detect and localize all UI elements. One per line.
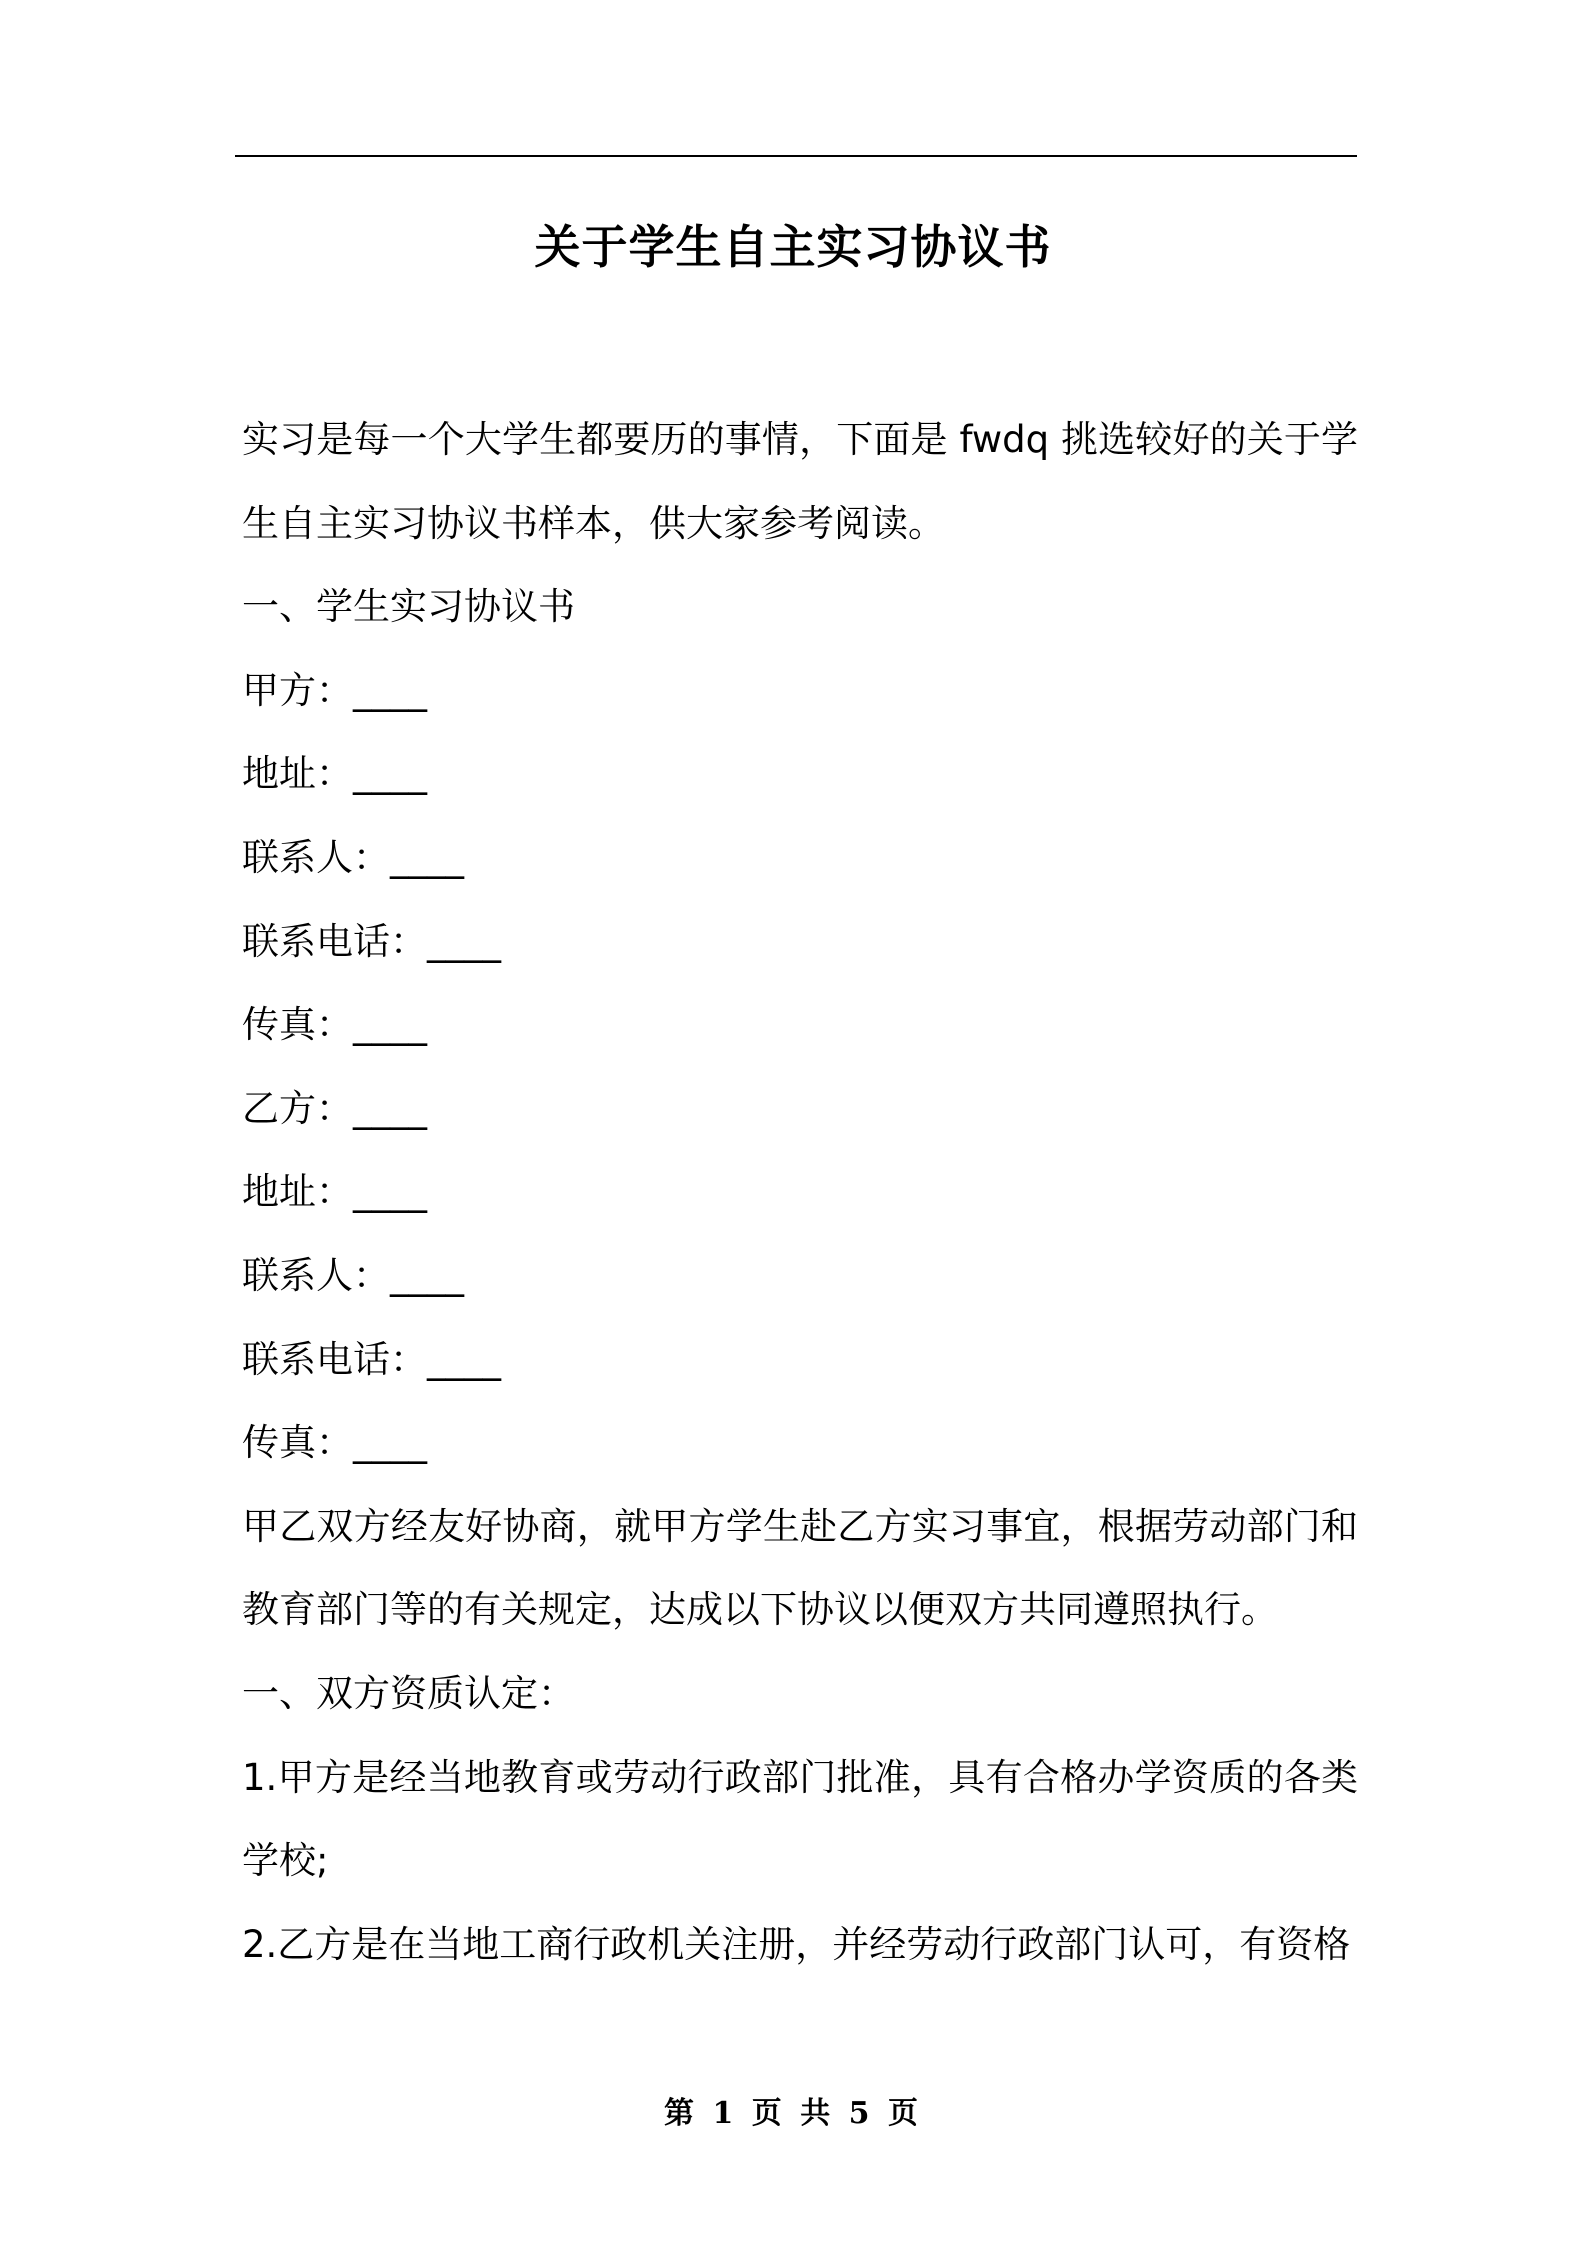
section-heading-qualification: 一、双方资质认定： (242, 1671, 575, 1715)
party-b-fax-field: 传真：____ (242, 1421, 427, 1465)
document-body (242, 398, 1358, 1986)
party-a-fax-field: 传真：____ (242, 1003, 427, 1047)
agreement-preamble: 甲乙双方经友好协商，就甲方学生赴乙方实习事宜，根据劳动部门和教育部门等的有关规定，达成以下协议以便双方共同遵照执行。 (242, 1504, 1358, 1632)
section-heading-agreement: 一、学生实习协议书 (242, 585, 575, 629)
clause-2: 2.乙方是在当地工商行政机关注册，并经劳动行政部门认可，有资格 (242, 1922, 1351, 1966)
party-b-contact-field: 联系人：____ (242, 1253, 464, 1297)
party-b-phone-field: 联系电话：____ (242, 1337, 501, 1381)
header-rule (235, 155, 1357, 157)
page-number-indicator: 第 1 页 共 5 页 (664, 2096, 922, 2131)
document-title: 关于学生自主实习协议书 (534, 220, 1052, 274)
party-a-phone-field: 联系电话：____ (242, 919, 501, 963)
party-b-field: 乙方：____ (242, 1086, 427, 1130)
intro-paragraph: 实习是每一个大学生都要历的事情，下面是 fwdq 挑选较好的关于学生自主实习协议书样本，供大家参考阅读。 (242, 418, 1358, 545)
party-a-field: 甲方：____ (242, 668, 427, 712)
party-a-contact-field: 联系人：____ (242, 835, 464, 879)
clause-1: 1.甲方是经当地教育或劳动行政部门批准，具有合格办学资质的各类学校; (242, 1755, 1358, 1883)
party-a-address-field: 地址：____ (242, 752, 427, 796)
party-b-address-field: 地址：____ (242, 1170, 427, 1214)
